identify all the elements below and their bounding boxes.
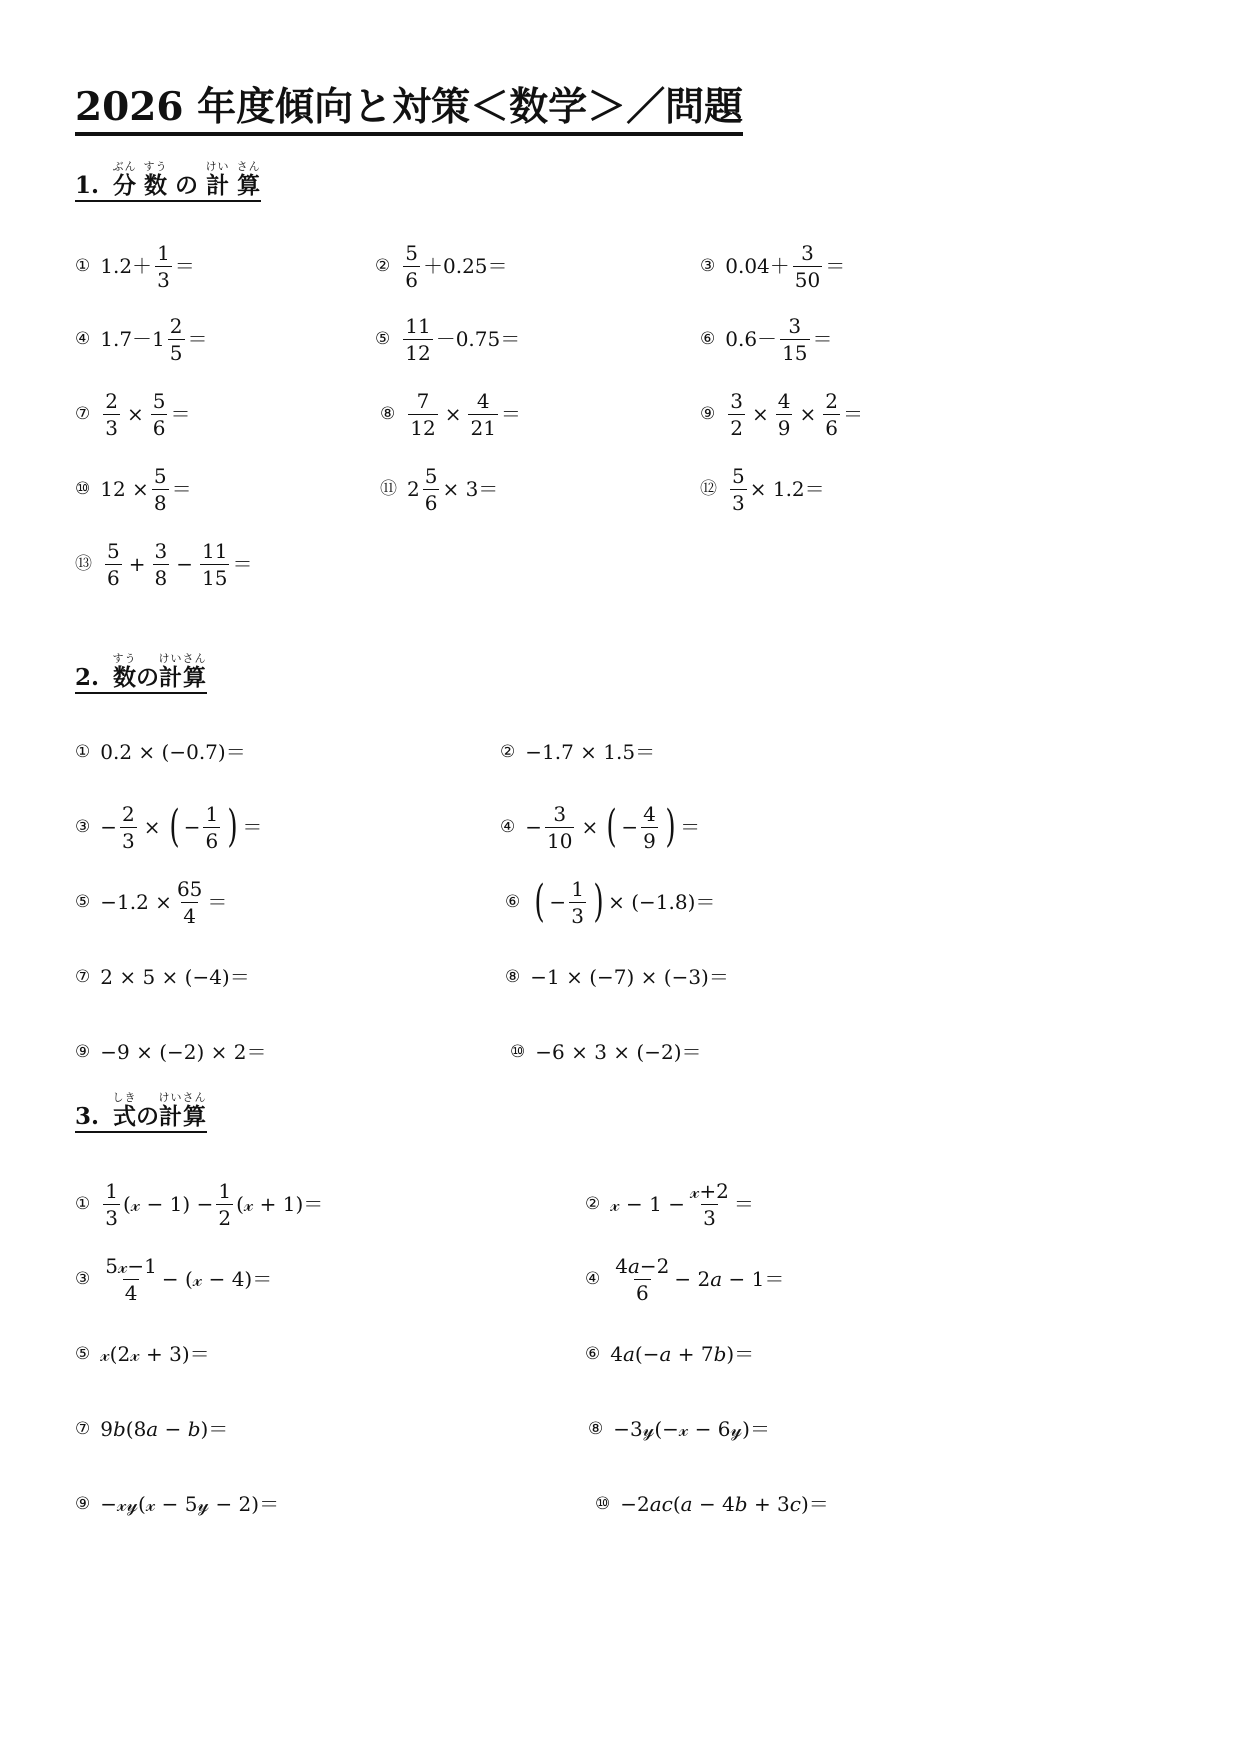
problem-number: ④ (75, 328, 91, 349)
numerator: 𝓍+2 (689, 1178, 729, 1203)
denominator: 6 (152, 415, 166, 440)
denominator: 3 (703, 1205, 716, 1230)
denominator: 2 (730, 415, 743, 440)
numerator: 1 (157, 240, 170, 265)
denominator: 50 (794, 267, 821, 292)
fraction (200, 540, 229, 589)
math-text: ＋0.25＝ (422, 254, 508, 278)
math-text: の (136, 1103, 160, 1130)
math-text: − (621, 815, 639, 839)
math-text: − 2𝑎 − 1＝ (674, 1267, 785, 1291)
problem-1-5 (375, 309, 520, 369)
operator: × (143, 815, 161, 839)
denominator: 8 (153, 490, 167, 515)
problem-2-5 (75, 872, 227, 932)
large-paren: ( (168, 801, 180, 852)
operator: × (126, 402, 144, 426)
problem-1-2 (375, 236, 508, 296)
section-number: 1. (75, 172, 100, 199)
denominator: 15 (202, 565, 228, 590)
math-text: の (136, 664, 160, 691)
numerator: 2 (825, 388, 838, 413)
problem-1-13 (75, 534, 252, 594)
numerator: 3 (801, 240, 814, 265)
math-text: −9 × (−2) × 2＝ (100, 1040, 267, 1064)
problem-number: ② (500, 741, 516, 762)
problem-3-6 (585, 1324, 754, 1384)
fraction (423, 465, 440, 514)
fraction (103, 1180, 120, 1229)
problem-1-10 (75, 459, 192, 519)
problem-2-1 (75, 722, 246, 782)
problem-number: ⑥ (700, 328, 716, 349)
denominator: 3 (105, 415, 118, 440)
problem-number: ⑤ (375, 328, 391, 349)
problem-number: ⑤ (75, 891, 91, 912)
furigana: すう (112, 652, 137, 665)
problem-number: ⑩ (75, 478, 91, 499)
problem-number: ② (375, 255, 391, 276)
problem-number: ③ (75, 816, 91, 837)
fraction (103, 390, 120, 439)
problem-number: ⑥ (585, 1343, 601, 1364)
numerator: 4 (777, 388, 791, 413)
fraction (151, 390, 168, 439)
math-text: × (−1.8)＝ (608, 890, 716, 914)
problem-number: ⑩ (510, 1041, 526, 1062)
math-text: − (𝓍 − 4)＝ (161, 1267, 273, 1291)
math-text: (𝓍 + 1)＝ (236, 1192, 324, 1216)
problem-1-3 (700, 236, 845, 296)
numerator: 4𝑎−2 (615, 1253, 670, 1278)
numerator: 2 (122, 801, 135, 826)
math-text: 式 (112, 1103, 137, 1130)
fraction (776, 390, 793, 439)
denominator: 4 (183, 903, 197, 928)
math-text: 2. (75, 664, 100, 691)
section-2-heading (75, 652, 207, 694)
denominator: 6 (205, 828, 219, 853)
numerator: 5 (107, 538, 120, 563)
math-text: ＝ (207, 890, 228, 914)
fraction (688, 1180, 731, 1229)
problem-number: ⑩ (595, 1493, 611, 1514)
problem-3-4 (585, 1249, 784, 1309)
numerator: 5 (153, 463, 167, 488)
problem-number: ⑦ (75, 403, 91, 424)
operator: − (176, 552, 193, 576)
denominator: 6 (424, 490, 438, 515)
numerator: 11 (405, 313, 431, 338)
numerator: 1 (105, 1178, 118, 1203)
fraction (175, 878, 204, 927)
operator: × (581, 815, 599, 839)
heading-char (143, 160, 168, 199)
problem-2-6 (505, 872, 715, 932)
denominator: 6 (107, 565, 120, 590)
large-paren: ( (606, 801, 617, 852)
problem-number: ⑤ (75, 1343, 91, 1364)
math-text: 2 (407, 477, 420, 501)
math-text: (𝓍 − 1) − (122, 1192, 214, 1216)
math-text: 4𝑎(−𝑎 + 7𝑏)＝ (610, 1342, 755, 1366)
problem-3-3 (75, 1249, 272, 1309)
numerator: 5𝓍−1 (105, 1253, 157, 1278)
problem-number: ③ (75, 1268, 91, 1289)
operator: × (751, 402, 769, 426)
furigana: ぶん (112, 160, 137, 173)
fraction (728, 390, 745, 439)
problem-2-4 (500, 797, 700, 857)
fraction (730, 465, 747, 514)
problem-1-11 (380, 459, 498, 519)
fraction (216, 1180, 233, 1229)
math-text: 計算 (158, 664, 207, 691)
math-text: 𝓍(2𝓍 + 3)＝ (100, 1342, 210, 1366)
denominator: 5 (169, 340, 183, 365)
math-text: −6 × 3 × (−2)＝ (535, 1040, 702, 1064)
math-text: −1 × (−7) × (−3)＝ (530, 965, 729, 989)
problem-number: ⑧ (380, 403, 396, 424)
page-title: 2026 年度傾向と対策＜数学＞／問題 (75, 84, 743, 136)
furigana: さん (236, 160, 261, 173)
problem-number: ⑨ (75, 1041, 91, 1062)
operator: + (128, 552, 146, 576)
problem-number: ⑧ (588, 1418, 604, 1439)
problem-3-2 (585, 1174, 754, 1234)
fraction (203, 803, 220, 852)
fraction (168, 315, 185, 364)
fraction (152, 465, 169, 514)
numerator: 1 (571, 876, 584, 901)
denominator: 3 (732, 490, 745, 515)
math-text: ＝ (187, 327, 208, 351)
large-paren: ) (593, 876, 604, 927)
problem-number: ① (75, 1193, 91, 1214)
math-text: 計算 (158, 1103, 207, 1130)
math-text: ＝ (680, 815, 701, 839)
denominator: 3 (157, 267, 170, 292)
problem-number: ⑥ (505, 891, 521, 912)
denominator: 3 (571, 903, 584, 928)
problem-1-7 (75, 384, 190, 444)
denominator: 12 (405, 340, 431, 365)
math-text: −1.2 × (100, 890, 172, 914)
problem-3-5 (75, 1324, 210, 1384)
problem-number: ④ (585, 1268, 601, 1289)
problem-number: ① (75, 741, 91, 762)
fraction (120, 803, 137, 852)
math-text: 0.04＋ (725, 254, 790, 278)
denominator: 6 (635, 1280, 649, 1305)
large-paren: ( (534, 876, 545, 927)
large-paren: ) (227, 801, 238, 852)
fraction (403, 242, 420, 291)
problem-3-8 (588, 1399, 770, 1459)
math-text: −𝓍𝓎(𝓍 − 5𝓎 − 2)＝ (100, 1492, 280, 1516)
numerator: 5 (152, 388, 166, 413)
fraction (468, 390, 497, 439)
math-text: ＝ (842, 402, 863, 426)
denominator: 15 (782, 340, 808, 365)
math-text: ＝ (500, 402, 521, 426)
section-1-heading (75, 160, 261, 202)
problem-1-12 (700, 459, 825, 519)
heading-char (236, 160, 261, 199)
fraction (408, 390, 437, 439)
fraction (569, 878, 586, 927)
math-text: 分 (112, 172, 137, 199)
heading-char (205, 160, 230, 199)
math-text: − (549, 890, 567, 914)
math-text: −3𝓎(−𝓍 − 6𝓎)＝ (613, 1417, 770, 1441)
problem-number: ① (75, 255, 91, 276)
problem-number: ③ (700, 255, 716, 276)
denominator: 3 (105, 1205, 118, 1230)
math-text: ＝ (174, 254, 195, 278)
numerator: 5 (732, 463, 745, 488)
fraction (613, 1255, 671, 1304)
numerator: 5 (405, 240, 418, 265)
numerator: 5 (424, 463, 438, 488)
heading-char (112, 1091, 137, 1130)
denominator: 9 (777, 415, 791, 440)
section-3-heading (75, 1091, 207, 1133)
math-text: 3. (75, 1103, 100, 1130)
math-text: 数 (112, 664, 137, 691)
problem-3-1 (75, 1174, 323, 1234)
fraction (780, 315, 809, 364)
heading-char (158, 1091, 207, 1130)
denominator: 12 (410, 415, 436, 440)
fraction (105, 540, 122, 589)
denominator: 6 (405, 267, 418, 292)
math-text: 1.2＋ (100, 254, 153, 278)
fraction (103, 1255, 159, 1304)
furigana: けいさん (158, 1091, 207, 1104)
math-text: 0.2 × (−0.7)＝ (100, 740, 246, 764)
denominator: 21 (470, 415, 496, 440)
heading-char (112, 160, 137, 199)
fraction (641, 803, 658, 852)
problem-number: ⑬ (75, 553, 92, 574)
denominator: 4 (124, 1280, 138, 1305)
numerator: 3 (553, 801, 567, 826)
operator: × (799, 402, 817, 426)
numerator: 2 (169, 313, 183, 338)
problem-number: ② (585, 1193, 601, 1214)
math-text: 算 (236, 172, 261, 199)
heading-char (158, 652, 207, 691)
math-text: −1.7 × 1.5＝ (525, 740, 656, 764)
math-text: 0.6－ (725, 327, 778, 351)
denominator: 2 (218, 1205, 232, 1230)
numerator: 1 (218, 1178, 232, 1203)
math-text: 数 (143, 172, 168, 199)
problem-3-9 (75, 1474, 279, 1534)
numerator: 2 (105, 388, 118, 413)
problem-1-6 (700, 309, 833, 369)
problem-2-9 (75, 1022, 267, 1082)
problem-2-8 (505, 947, 729, 1007)
problem-2-7 (75, 947, 250, 1007)
math-text: ＝ (825, 254, 846, 278)
fraction (823, 390, 840, 439)
math-text: 9𝑏(8𝑎 − 𝑏)＝ (100, 1417, 229, 1441)
problem-number: ⑫ (700, 478, 717, 499)
math-text: ＝ (171, 477, 192, 501)
problem-number: ④ (500, 816, 516, 837)
problem-1-4 (75, 309, 208, 369)
math-text: ＝ (232, 552, 253, 576)
numerator: 1 (205, 801, 219, 826)
math-text: 2 × 5 × (−4)＝ (100, 965, 250, 989)
math-text: × 1.2＝ (749, 477, 825, 501)
numerator: 3 (154, 538, 168, 563)
numerator: 65 (176, 876, 203, 901)
furigana: すう (143, 160, 168, 173)
math-text: −2𝑎𝑐(𝑎 − 4𝑏 + 3𝑐)＝ (620, 1492, 829, 1516)
math-text: ＝ (812, 327, 833, 351)
numerator: 4 (476, 388, 490, 413)
problem-number: ⑦ (75, 1418, 91, 1439)
problem-number: ⑧ (505, 966, 521, 987)
numerator: 4 (643, 801, 656, 826)
problem-3-10 (595, 1474, 829, 1534)
denominator: 9 (643, 828, 656, 853)
problem-2-2 (500, 722, 655, 782)
large-paren: ) (665, 801, 676, 852)
math-text: − (525, 815, 543, 839)
numerator: 3 (788, 313, 802, 338)
denominator: 10 (547, 828, 573, 853)
fraction (155, 242, 172, 291)
math-text: 計 (205, 172, 230, 199)
fraction (403, 315, 432, 364)
math-text: × 3＝ (442, 477, 499, 501)
fraction (545, 803, 574, 852)
denominator: 3 (122, 828, 135, 853)
furigana: しき (112, 1091, 137, 1104)
numerator: 11 (202, 538, 228, 563)
operator: × (444, 402, 462, 426)
denominator: 8 (154, 565, 168, 590)
problem-number: ⑦ (75, 966, 91, 987)
numerator: 3 (730, 388, 743, 413)
fraction (153, 540, 170, 589)
heading-char (112, 652, 137, 691)
math-text: − (100, 815, 118, 839)
fraction (793, 242, 822, 291)
problem-number: ⑨ (75, 1493, 91, 1514)
problem-number: ⑪ (380, 478, 397, 499)
math-text: 𝓍 − 1 − (610, 1192, 685, 1216)
furigana: けい (205, 160, 230, 173)
math-text: − (183, 815, 201, 839)
math-text: の (175, 172, 199, 199)
problem-1-9 (700, 384, 863, 444)
math-text: －0.75＝ (435, 327, 521, 351)
math-text: ＝ (242, 815, 263, 839)
math-text: ＝ (170, 402, 191, 426)
problem-1-8 (380, 384, 521, 444)
problem-number: ⑨ (700, 403, 716, 424)
math-text: ＝ (733, 1192, 754, 1216)
problem-2-10 (510, 1022, 702, 1082)
math-text: 12 × (100, 477, 149, 501)
denominator: 6 (825, 415, 838, 440)
problem-3-7 (75, 1399, 228, 1459)
math-text: 1.7－1 (100, 327, 165, 351)
problem-2-3 (75, 797, 262, 857)
problem-1-1 (75, 236, 195, 296)
furigana: けいさん (158, 652, 207, 665)
numerator: 7 (416, 388, 430, 413)
